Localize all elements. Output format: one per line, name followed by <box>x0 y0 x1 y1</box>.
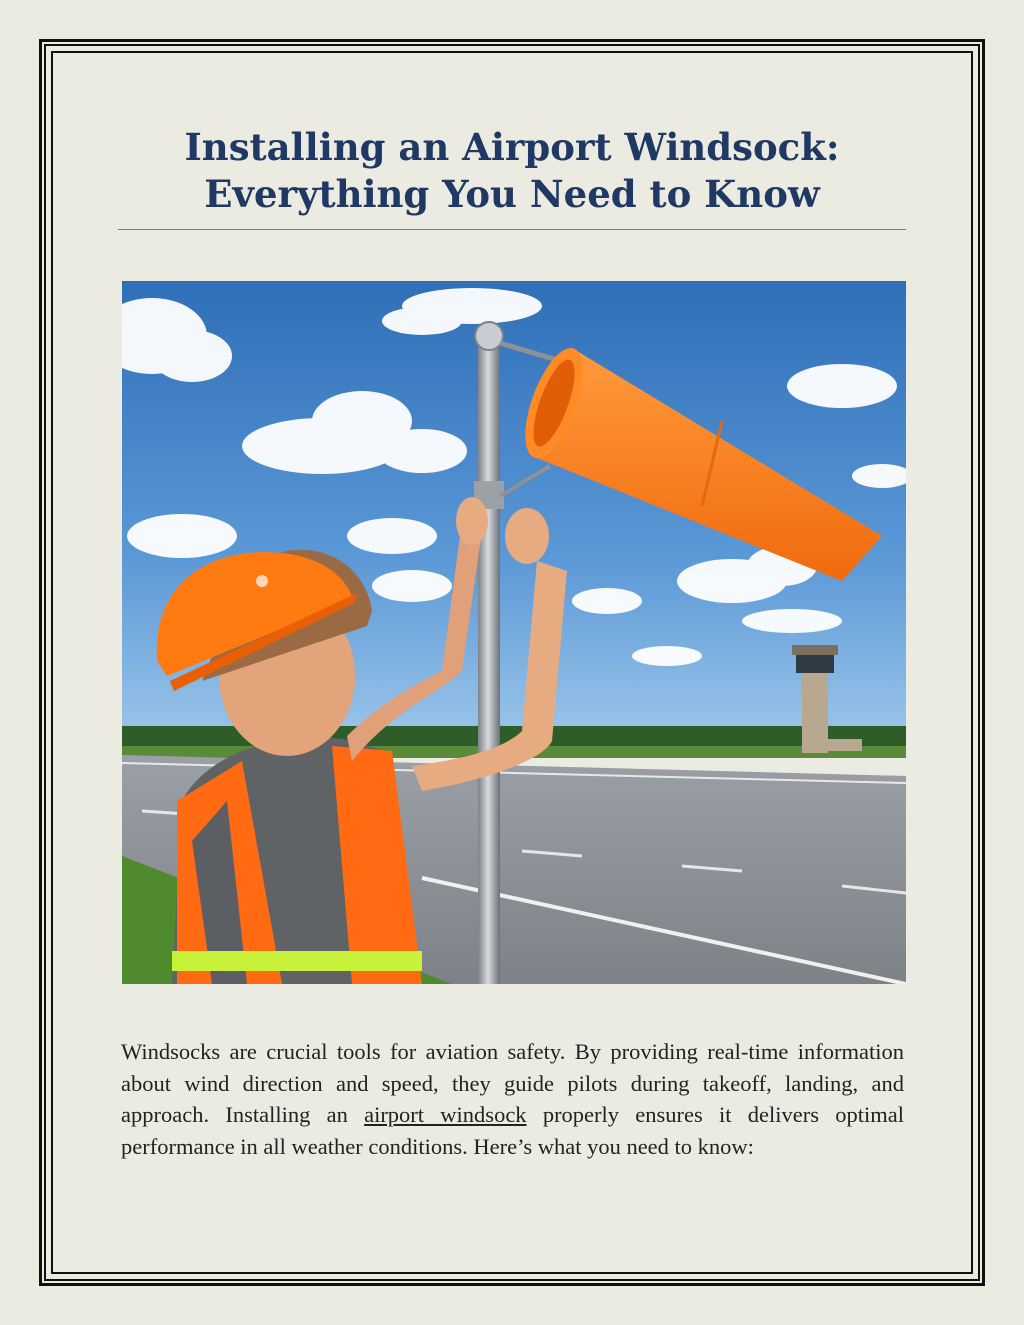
windsock-pole <box>478 341 500 984</box>
title-line-2: Everything You Need to Know <box>204 172 820 216</box>
airport-windsock-link[interactable]: airport windsock <box>364 1102 527 1127</box>
title-line-1: Installing an Airport Windsock: <box>184 125 840 169</box>
title-divider <box>118 229 906 230</box>
intro-paragraph <box>121 1036 904 1162</box>
page-title <box>118 124 906 218</box>
intro-text-before-link: Windsocks are crucial tools for aviation safety. By providing real-time information about wind direction and speed, they guide pilots during takeoff, landing, and approach. Installing an <box>121 1039 904 1127</box>
intro-text-after-link: properly ensures it delivers optimal performance in all weather conditions. Here’s what you need to know: <box>121 1102 905 1159</box>
hero-image <box>122 281 906 984</box>
